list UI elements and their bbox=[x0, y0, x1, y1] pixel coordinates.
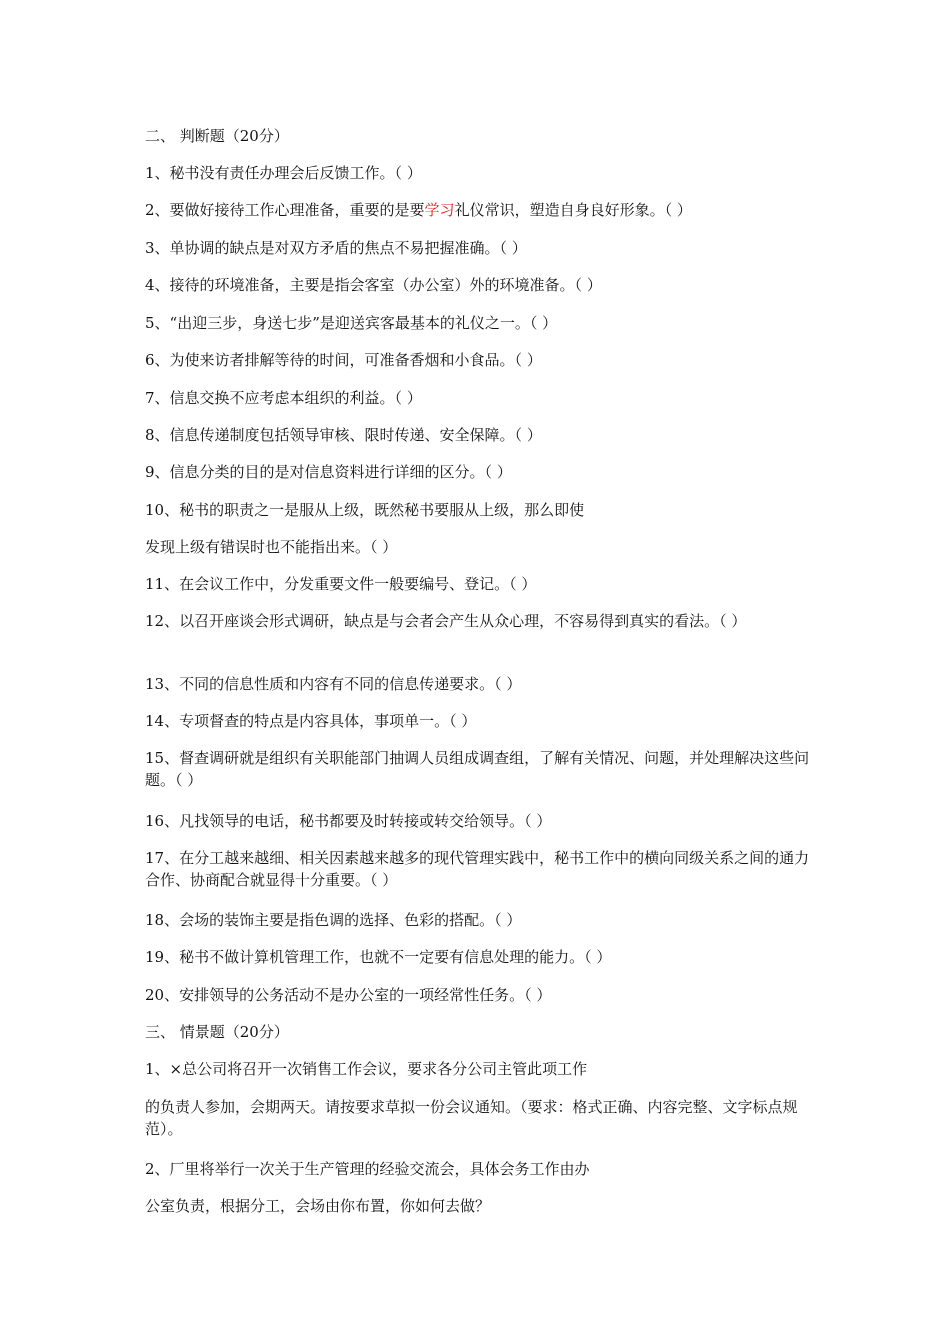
question-5: 5、“出迎三步，身送七步”是迎送宾客最基本的礼仪之一。（ ） bbox=[145, 314, 558, 332]
question-19: 19、秘书不做计算机管理工作，也就不一定要有信息处理的能力。（ ） bbox=[145, 948, 612, 966]
question-2 bbox=[145, 199, 815, 221]
question-3: 3、单协调的缺点是对双方矛盾的焦点不易把握准确。（ ） bbox=[145, 239, 527, 257]
question-14: 14、专项督查的特点是内容具体，事项单一。（ ） bbox=[145, 712, 477, 730]
question-18: 18、会场的装饰主要是指色调的选择、色彩的搭配。（ ） bbox=[145, 911, 522, 929]
question-15: 15、督查调研就是组织有关职能部门抽调人员组成调查组，了解有关情况、问题，并处理解决这些问题。（ ） bbox=[145, 749, 810, 789]
question-4: 4、接待的环境准备，主要是指会客室（办公室）外的环境准备。（ ） bbox=[145, 276, 602, 294]
question-2-highlight: 学习 bbox=[424, 201, 455, 219]
question-10-line-1: 10、秘书的职责之一是服从上级，既然秘书要服从上级，那么即使 bbox=[145, 501, 585, 519]
question-2-after: 礼仪常识，塑造自身良好形象。（ ） bbox=[454, 201, 692, 219]
scenario-1-line-2: 的负责人参加，会期两天。请按要求草拟一份会议通知。（要求：格式正确、内容完整、文字标点规范）。 bbox=[145, 1098, 798, 1138]
question-1: 1、秘书没有责任办理会后反馈工作。（ ） bbox=[145, 164, 422, 182]
question-8: 8、信息传递制度包括领导审核、限时传递、安全保障。（ ） bbox=[145, 426, 542, 444]
question-6: 6、为使来访者排解等待的时间，可准备香烟和小食品。（ ） bbox=[145, 351, 542, 369]
scenario-2-line-1: 2、厂里将举行一次关于生产管理的经验交流会，具体会务工作由办 bbox=[145, 1160, 590, 1178]
scenario-1-line-1: 1、×总公司将召开一次销售工作会议，要求各分公司主管此项工作 bbox=[145, 1060, 588, 1078]
question-20: 20、安排领导的公务活动不是办公室的一项经常性任务。（ ） bbox=[145, 986, 552, 1004]
question-11: 11、在会议工作中，分发重要文件一般要编号、登记。（ ） bbox=[145, 575, 537, 593]
question-9: 9、信息分类的目的是对信息资料进行详细的区分。（ ） bbox=[145, 463, 512, 481]
question-2-before: 2、要做好接待工作心理准备，重要的是要 bbox=[145, 201, 425, 219]
question-13: 13、不同的信息性质和内容有不同的信息传递要求。（ ） bbox=[145, 675, 522, 693]
section-three-heading: 三、 情景题（20分） bbox=[145, 1023, 289, 1041]
question-16: 16、凡找领导的电话，秘书都要及时转接或转交给领导。（ ） bbox=[145, 812, 552, 830]
question-12: 12、以召开座谈会形式调研，缺点是与会者会产生从众心理，不容易得到真实的看法。（ ） bbox=[145, 612, 747, 630]
question-17: 17、在分工越来越细、相关因素越来越多的现代管理实践中，秘书工作中的横向同级关系之间的通力合作、协商配合就显得十分重要。（ ） bbox=[145, 849, 810, 889]
scenario-2-line-2: 公室负责，根据分工，会场由你布置，你如何去做？ bbox=[145, 1197, 491, 1215]
section-two-heading: 二、 判断题（20分） bbox=[145, 127, 289, 145]
question-7: 7、信息交换不应考虑本组织的利益。（ ） bbox=[145, 389, 422, 407]
question-10-line-2: 发现上级有错误时也不能指出来。（ ） bbox=[145, 538, 398, 556]
